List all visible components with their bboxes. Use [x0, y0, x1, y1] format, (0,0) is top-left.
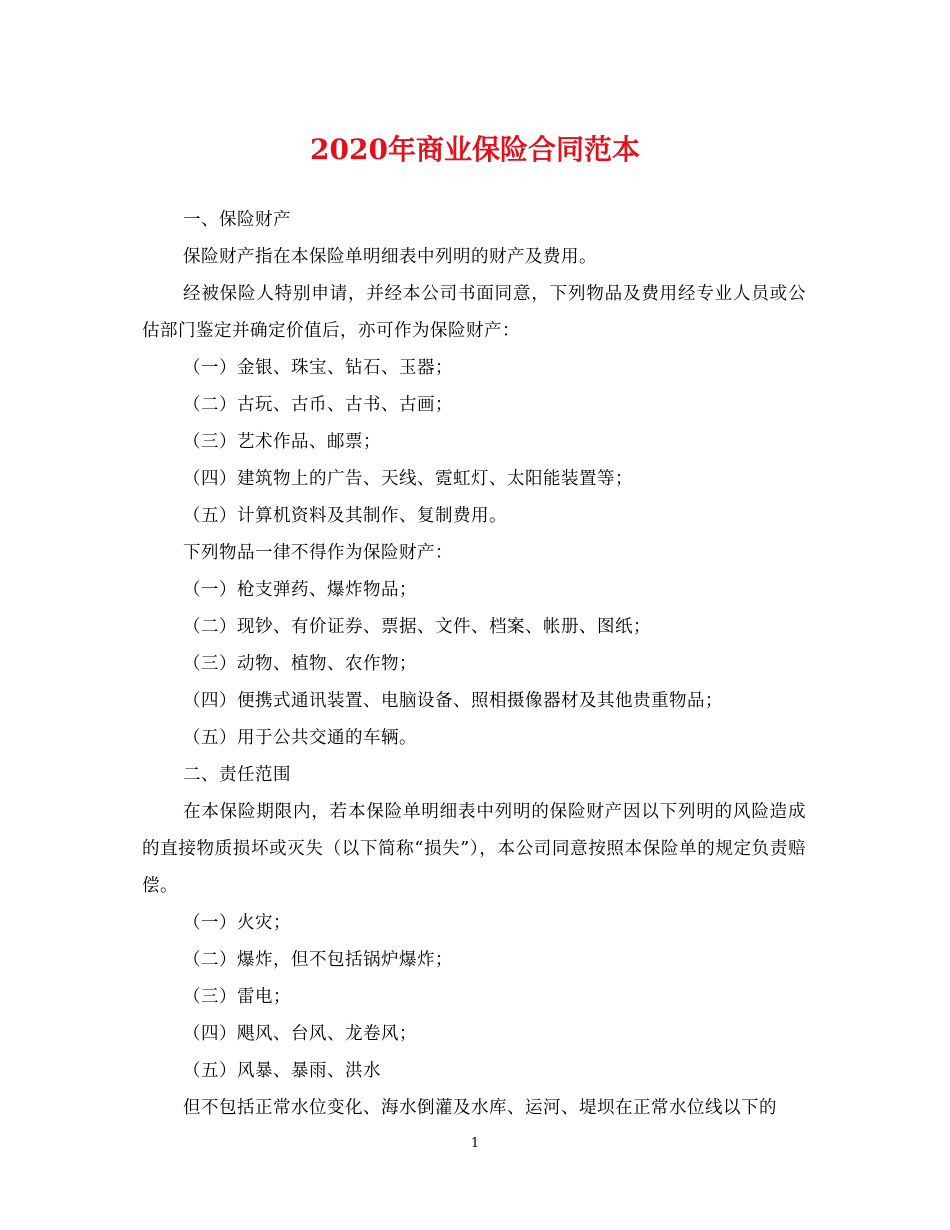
paragraph: （四）飓风、台风、龙卷风；: [183, 1024, 417, 1044]
paragraph: 但不包括正常水位变化、海水倒灌及水库、运河、堤坝在正常水位线以下的: [183, 1098, 777, 1118]
paragraph: （三）艺术作品、邮票；: [183, 432, 381, 452]
paragraph: 二、责任范围: [183, 765, 291, 785]
paragraph: （四）建筑物上的广告、天线、霓虹灯、太阳能装置等；: [183, 469, 633, 489]
paragraph: （一）金银、珠宝、钻石、玉器；: [183, 358, 453, 378]
paragraph: 下列物品一律不得作为保险财产：: [183, 543, 453, 563]
paragraph: （五）用于公共交通的车辆。: [183, 728, 417, 748]
paragraph: （三）雷电；: [183, 987, 291, 1007]
document-body: [142, 202, 806, 1127]
document-title: 2020年商业保险合同范本: [310, 133, 640, 166]
paragraph: （二）现钞、有价证券、票据、文件、档案、帐册、图纸；: [183, 617, 651, 637]
paragraph: 经被保险人特别申请，并经本公司书面同意，下列物品及费用经专业人员或公估部门鉴定并确定价值后，亦可作为保险财产：: [142, 284, 806, 341]
paragraph: （二）爆炸，但不包括锅炉爆炸；: [183, 950, 453, 970]
paragraph: （五）风暴、暴雨、洪水: [183, 1061, 381, 1081]
paragraph: （一）枪支弹药、爆炸物品；: [183, 580, 417, 600]
paragraph: 一、保险财产: [183, 210, 291, 230]
paragraph: （三）动物、植物、农作物；: [183, 654, 417, 674]
paragraph: （四）便携式通讯装置、电脑设备、照相摄像器材及其他贵重物品；: [183, 691, 723, 711]
page-number: 1: [470, 1136, 480, 1151]
paragraph: （五）计算机资料及其制作、复制费用。: [183, 506, 507, 526]
paragraph: 在本保险期限内，若本保险单明细表中列明的保险财产因以下列明的风险造成的直接物质损坏或灭失（以下简称“损失”），本公司同意按照本保险单的规定负责赔偿。: [142, 802, 806, 896]
paragraph: （一）火灾；: [183, 913, 291, 933]
paragraph: （二）古玩、古币、古书、古画；: [183, 395, 453, 415]
paragraph: 保险财产指在本保险单明细表中列明的财产及费用。: [183, 247, 597, 267]
